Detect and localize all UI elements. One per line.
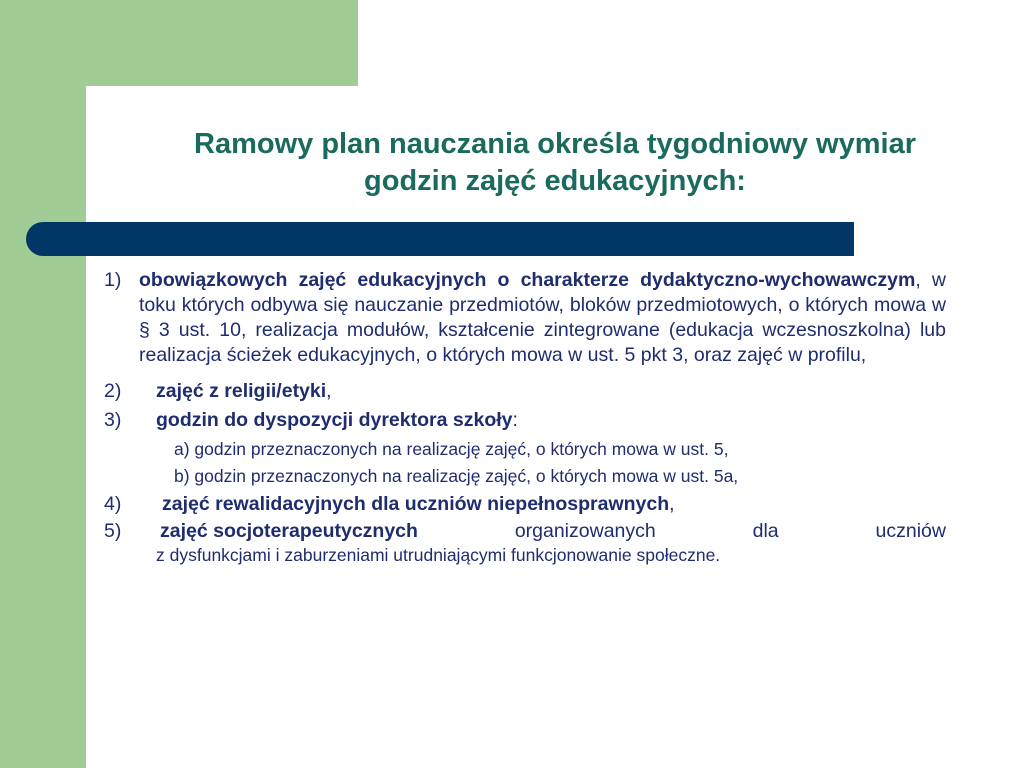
list-item-bold-text: zajęć z religii/etyki <box>156 380 327 402</box>
list-item-number: 3) <box>104 409 122 431</box>
list-item-word: dla <box>752 520 779 542</box>
list-item-number: 5) <box>104 520 122 542</box>
slide-title-line2: godzin zajęć edukacyjnych: <box>364 165 746 197</box>
list-item-word: uczniów <box>875 520 946 542</box>
list-item <box>104 492 946 517</box>
list-item-bold-text: godzin do dyspozycji dyrektora szkoły <box>156 409 513 431</box>
list-item <box>104 379 946 404</box>
list-item-rest-text: , <box>669 493 675 515</box>
list-item-number: 2) <box>104 380 122 402</box>
list-item-number: 1) <box>104 269 122 291</box>
sub-list-item: a) godzin przeznaczonych na realizację zajęć, o których mowa w ust. 5, <box>174 439 729 459</box>
list-item <box>104 268 946 368</box>
slide-title-line1: Ramowy plan nauczania określa tygodniowy wymiar <box>194 128 916 160</box>
title-divider-bar <box>26 222 854 256</box>
background-top-panel <box>0 0 358 86</box>
list-item-rest-text: , <box>326 380 332 402</box>
sub-list-item: b) godzin przeznaczonych na realizację zajęć, o których mowa w ust. 5a, <box>174 466 739 486</box>
list-item <box>104 519 946 566</box>
list-item-bold-text: zajęć rewalidacyjnych dla uczniów niepełnosprawnych <box>162 493 670 515</box>
list-item-bold-text: obowiązkowych zajęć edukacyjnych o charakterze dydaktyczno-wychowawczym <box>139 269 916 291</box>
slide-title <box>86 126 1024 200</box>
slide-body <box>104 268 946 566</box>
list-item-text <box>139 268 946 368</box>
background-left-panel <box>0 0 86 768</box>
list-item-number: 4) <box>104 493 122 515</box>
list-item-word: organizowanych <box>514 520 656 542</box>
list-item-bold-text: zajęć socjoterapeutycznych <box>160 520 418 542</box>
list-item-first-line <box>160 519 946 544</box>
list-item-rest-text: , w toku których odbywa się nauczanie przedmiotów, bloków przedmiotowych, o których mowa w § 3 ust. 10, realizacja modułów, kształcenie zintegrowane (edukacja wczesnoszkolna) lub realizacja ścieżek edukacyjnych, o których mowa w ust. 5 pkt 3, oraz zajęć w profilu, <box>139 269 946 366</box>
list-item <box>104 408 946 433</box>
list-item-rest-text: : <box>512 409 518 431</box>
list-item-second-line: z dysfunkcjami i zaburzeniami utrudniającymi funkcjonowanie społeczne. <box>156 545 721 565</box>
